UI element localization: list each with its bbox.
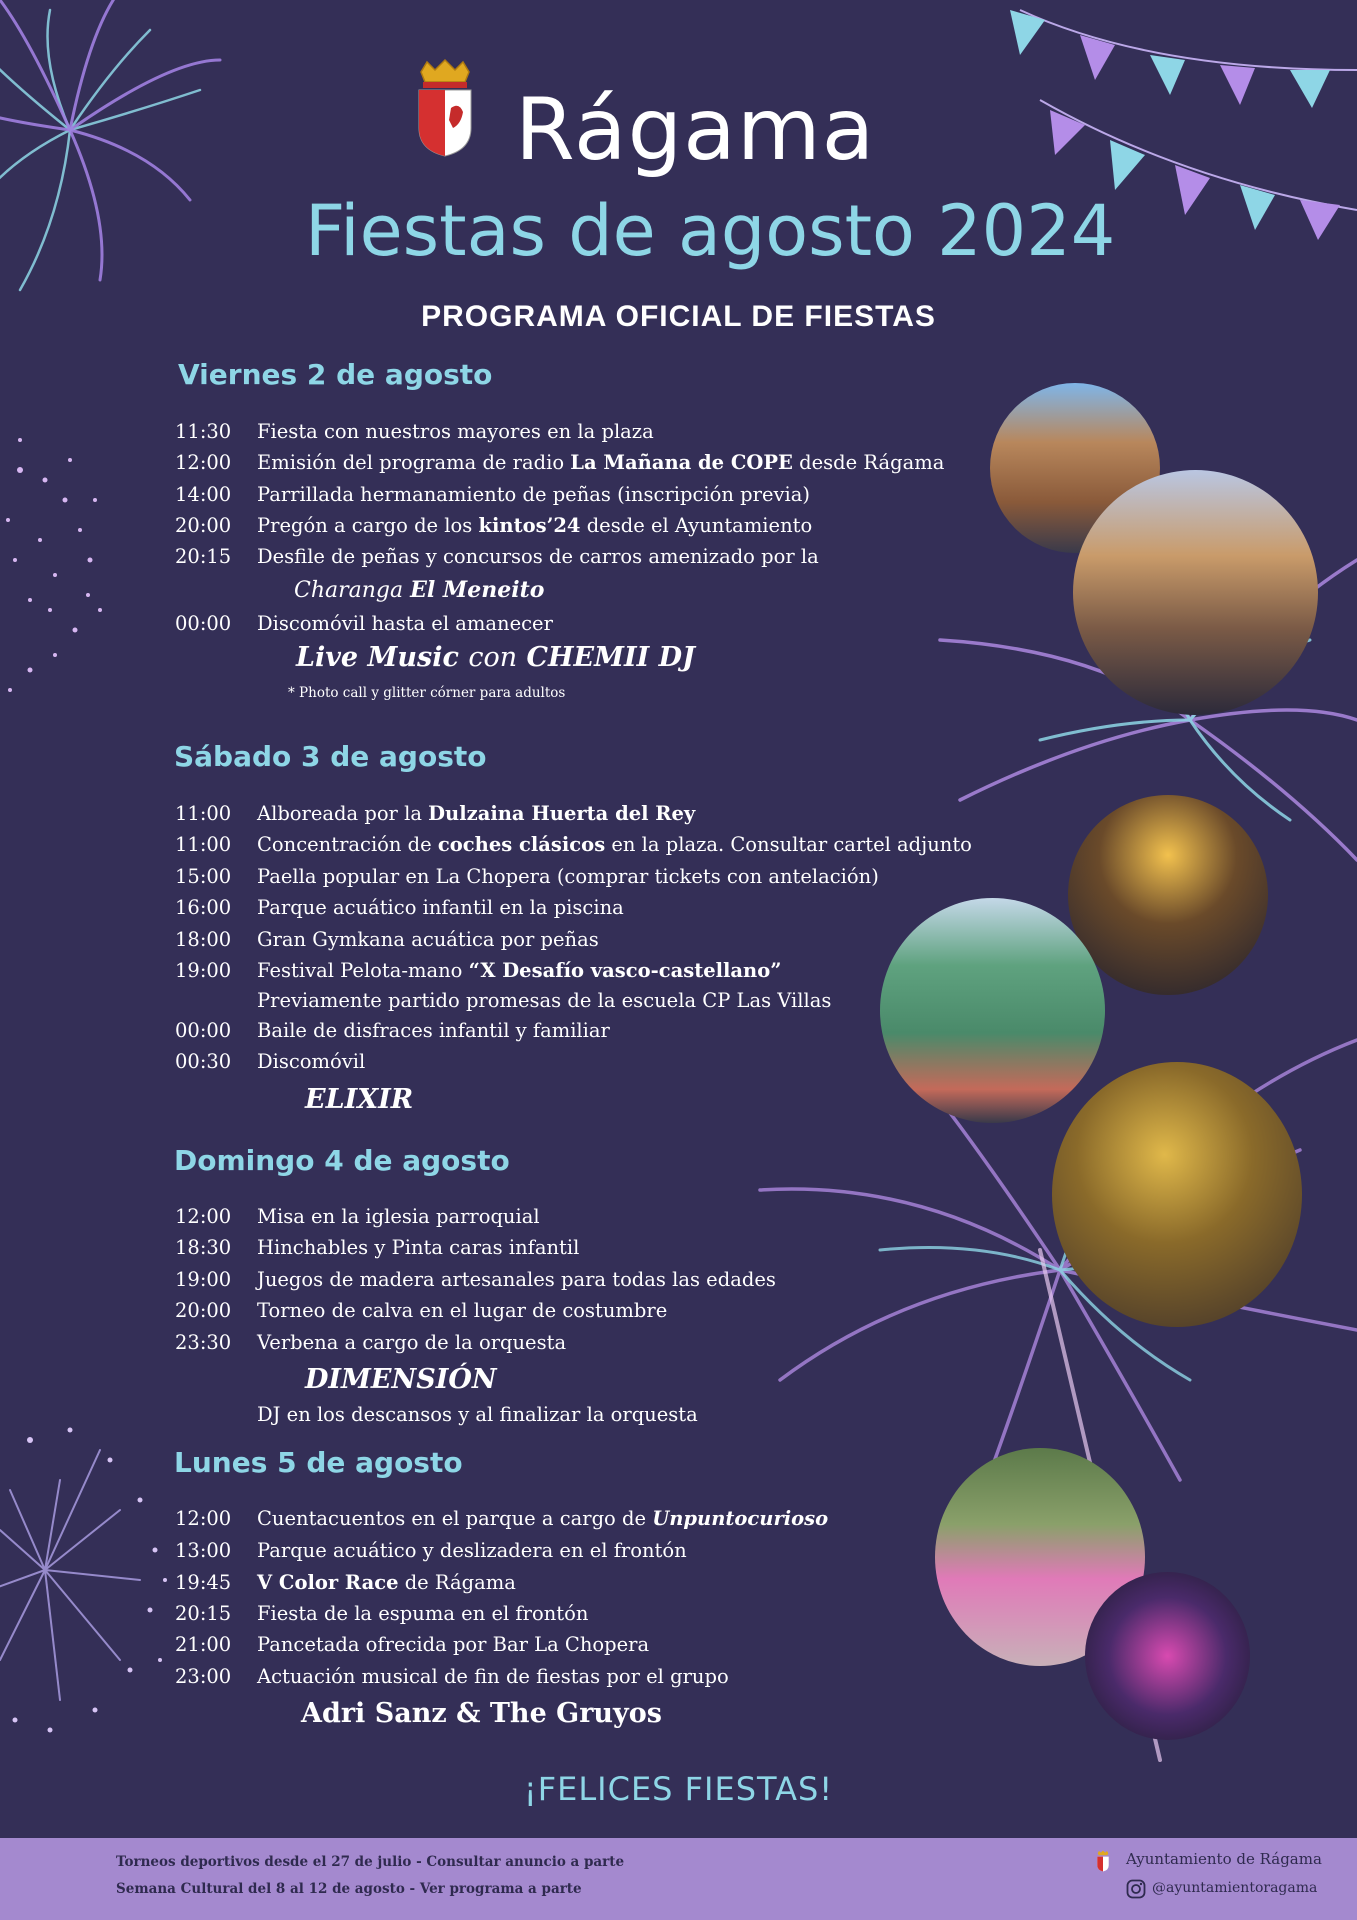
event-row: 20:00 Pregón a cargo de los kintos’24 desde el Ayuntamiento [175,514,813,537]
headline-act: ELIXIR [305,1084,414,1115]
coat-of-arms-icon [1095,1850,1111,1872]
footer-note-tournaments: Torneos deportivos desde el 27 de julio - Consultar anuncio a parte [116,1854,625,1870]
firework-top-left [0,0,220,290]
event-row: Previamente partido promesas de la escuela CP Las Villas [257,989,832,1012]
town-coat-of-arms-icon [413,58,477,158]
event-row: 20:15 Desfile de peñas y concursos de carros amenizado por la [175,545,819,568]
footer-note-cultural-week: Semana Cultural del 8 al 12 de agosto - Ver programa a parte [116,1881,582,1897]
event-row: 19:45 V Color Race de Rágama [175,1571,516,1594]
day-heading-domingo: Domingo 4 de agosto [174,1144,510,1177]
program-subtitle: PROGRAMA OFICIAL DE FIESTAS [421,300,936,333]
event-row: 13:00 Parque acuático y deslizadera en el frontón [175,1539,687,1562]
event-row: 11:00 Concentración de coches clásicos en la plaza. Consultar cartel adjunto [175,833,972,856]
day-heading-lunes: Lunes 5 de agosto [174,1446,463,1479]
event-row: 23:00 Actuación musical de fin de fiestas por el grupo [175,1665,729,1688]
day-heading-sabado: Sábado 3 de agosto [174,740,487,773]
dot-burst-left [6,438,102,692]
event-row: 23:30 Verbena a cargo de la orquesta [175,1331,567,1354]
photo-church-altar-group [1052,1062,1302,1327]
headline-act: Live Music con CHEMII DJ [296,642,695,673]
event-row: 15:00 Paella popular en La Chopera (comprar tickets con antelación) [175,865,879,888]
event-row: 20:00 Torneo de calva en el lugar de costumbre [175,1299,668,1322]
event-row: 19:00 Juegos de madera artesanales para todas las edades [175,1268,776,1291]
instagram-icon[interactable] [1126,1879,1146,1899]
event-row: 18:30 Hinchables y Pinta caras infantil [175,1236,580,1259]
event-row: 11:00 Alboreada por la Dulzaina Huerta del Rey [175,802,696,825]
firework-bottom-left [0,1428,167,1733]
event-row: 00:00 Baile de disfraces infantil y familiar [175,1019,610,1042]
event-row: 16:00 Parque acuático infantil en la piscina [175,896,624,919]
town-name: Rágama [515,80,876,180]
event-row: 18:00 Gran Gymkana acuática por peñas [175,928,599,951]
headline-act: DIMENSIÓN [305,1364,497,1395]
event-row: 12:00 Emisión del programa de radio La Mañana de COPE desde Rágama [175,451,945,474]
event-row: 21:00 Pancetada ofrecida por Bar La Chopera [175,1633,650,1656]
event-row: 00:30 Discomóvil [175,1050,366,1073]
event-row: 20:15 Fiesta de la espuma en el frontón [175,1602,589,1625]
event-row: 12:00 Cuentacuentos en el parque a cargo de Unpuntocurioso [175,1507,829,1530]
instagram-handle-link[interactable]: @ayuntamientoragama [1152,1880,1318,1896]
footer-organization: Ayuntamiento de Rágama [1126,1850,1322,1868]
footer-bar [0,1838,1357,1920]
photo-fronton [880,898,1105,1123]
event-row: 19:00 Festival Pelota-mano “X Desafío vasco-castellano” [175,959,782,982]
event-row: 11:30 Fiesta con nuestros mayores en la plaza [175,420,654,443]
event-row: 00:00 Discomóvil hasta el amanecer [175,612,553,635]
photo-night-party [1068,795,1268,995]
closing-greeting: ¡FELICES FIESTAS! [523,1770,834,1808]
headline-act: Adri Sanz & The Gruyos [301,1698,662,1729]
footnote: * Photo call y glitter córner para adultos [288,685,566,701]
photo-church-tower-parade [1073,470,1318,715]
day-heading-viernes: Viernes 2 de agosto [178,358,493,391]
event-performer: Charanga El Meneito [294,577,545,603]
page-title: Fiestas de agosto 2024 [305,190,1116,272]
photo-concert [1085,1572,1250,1740]
event-note: DJ en los descansos y al finalizar la orquesta [257,1403,698,1426]
event-row: 14:00 Parrillada hermanamiento de peñas (inscripción previa) [175,483,810,506]
event-row: 12:00 Misa en la iglesia parroquial [175,1205,540,1228]
